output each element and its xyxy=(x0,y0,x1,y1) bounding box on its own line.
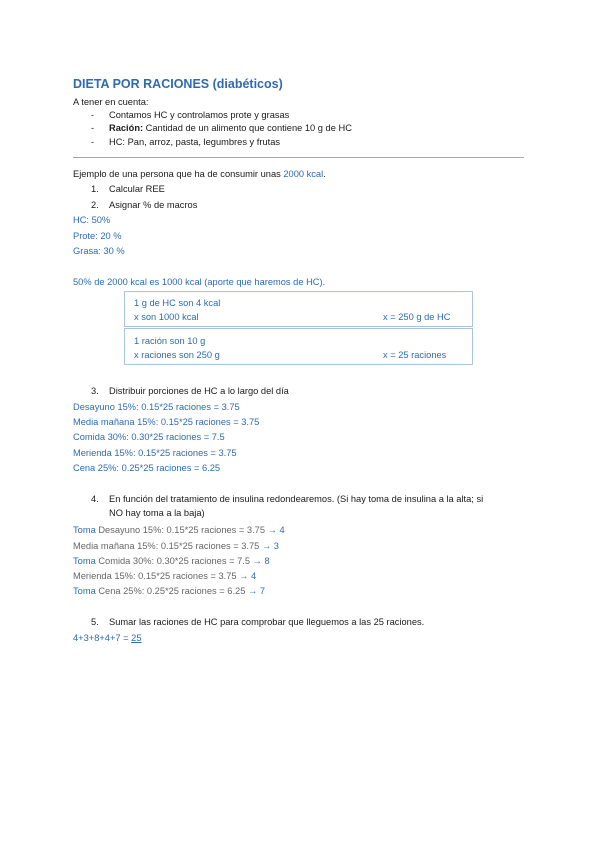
rounding-line: Media mañana 15%: 0.15*25 raciones = 3.75 → 3 xyxy=(73,541,279,551)
arrow-icon: → xyxy=(267,525,277,535)
step-label: En función del tratamiento de insulina redondearemos. (Si hay toma de insulina a la alta; si xyxy=(109,494,484,504)
step-number: 5. xyxy=(91,617,99,627)
step-label-cont: NO hay toma a la baja) xyxy=(109,508,205,518)
bullet-item: Ración: Cantidad de un alimento que contiene 10 g de HC xyxy=(109,123,352,133)
calc-result: x = 25 raciones xyxy=(383,350,447,360)
step-number: 3. xyxy=(91,386,99,396)
sum-line: 4+3+8+4+7 = 25 xyxy=(73,633,142,643)
arrow-icon: → xyxy=(247,586,258,596)
distribution-line: Cena 25%: 0.25*25 raciones = 6.25 xyxy=(73,463,221,473)
arrow-icon: → xyxy=(239,571,249,581)
calc-line: 1 ración son 10 g xyxy=(134,336,206,346)
bullet-dash: - xyxy=(91,110,95,120)
divider xyxy=(73,157,524,158)
macro-grasa: Grasa: 30 % xyxy=(73,246,125,256)
rounding-line: Toma Cena 25%: 0.25*25 raciones = 6.25 → 7 xyxy=(73,586,266,596)
step-number: 2. xyxy=(91,200,99,210)
bullet-item: HC: Pan, arroz, pasta, legumbres y frutas xyxy=(109,137,281,147)
bullet-dash: - xyxy=(91,123,95,133)
rounding-line: Toma Desayuno 15%: 0.15*25 raciones = 3.75 → 4 xyxy=(73,525,285,535)
step-label: Asignar % de macros xyxy=(109,200,198,210)
step-label: Calcular REE xyxy=(109,184,165,194)
step-number: 4. xyxy=(91,494,99,504)
bullet-dash: - xyxy=(91,137,95,147)
step-label: Sumar las raciones de HC para comprobar que lleguemos a las 25 raciones. xyxy=(109,617,425,627)
example-text: Ejemplo de una persona que ha de consumir unas 2000 kcal. xyxy=(73,169,326,179)
macro-hc: HC: 50% xyxy=(73,215,111,225)
page-title: DIETA POR RACIONES (diabéticos) xyxy=(73,77,283,91)
distribution-line: Merienda 15%: 0.15*25 raciones = 3.75 xyxy=(73,448,237,458)
step-number: 1. xyxy=(91,184,99,194)
calc-line: x son 1000 kcal xyxy=(134,312,199,322)
distribution-line: Desayuno 15%: 0.15*25 raciones = 3.75 xyxy=(73,402,240,412)
calc-result: x = 250 g de HC xyxy=(383,312,451,322)
macro-prote: Prote: 20 % xyxy=(73,231,122,241)
bullet-item: Contamos HC y controlamos prote y grasas xyxy=(109,110,290,120)
arrow-icon: → xyxy=(252,556,262,566)
kcal-note: 50% de 2000 kcal es 1000 kcal (aporte que haremos de HC). xyxy=(73,277,326,287)
sum-total: 25 xyxy=(131,633,142,643)
distribution-line: Comida 30%: 0.30*25 raciones = 7.5 xyxy=(73,432,225,442)
rounding-line: Toma Comida 30%: 0.30*25 raciones = 7.5 → 8 xyxy=(73,556,270,566)
distribution-line: Media mañana 15%: 0.15*25 raciones = 3.75 xyxy=(73,417,260,427)
rounding-line: Merienda 15%: 0.15*25 raciones = 3.75 → 4 xyxy=(73,571,257,581)
calc-line: 1 g de HC son 4 kcal xyxy=(134,298,221,308)
arrow-icon: → xyxy=(261,541,272,551)
intro-text: A tener en cuenta: xyxy=(73,97,149,107)
step-label: Distribuir porciones de HC a lo largo del día xyxy=(109,386,289,396)
calc-line: x raciones son 250 g xyxy=(134,350,220,360)
